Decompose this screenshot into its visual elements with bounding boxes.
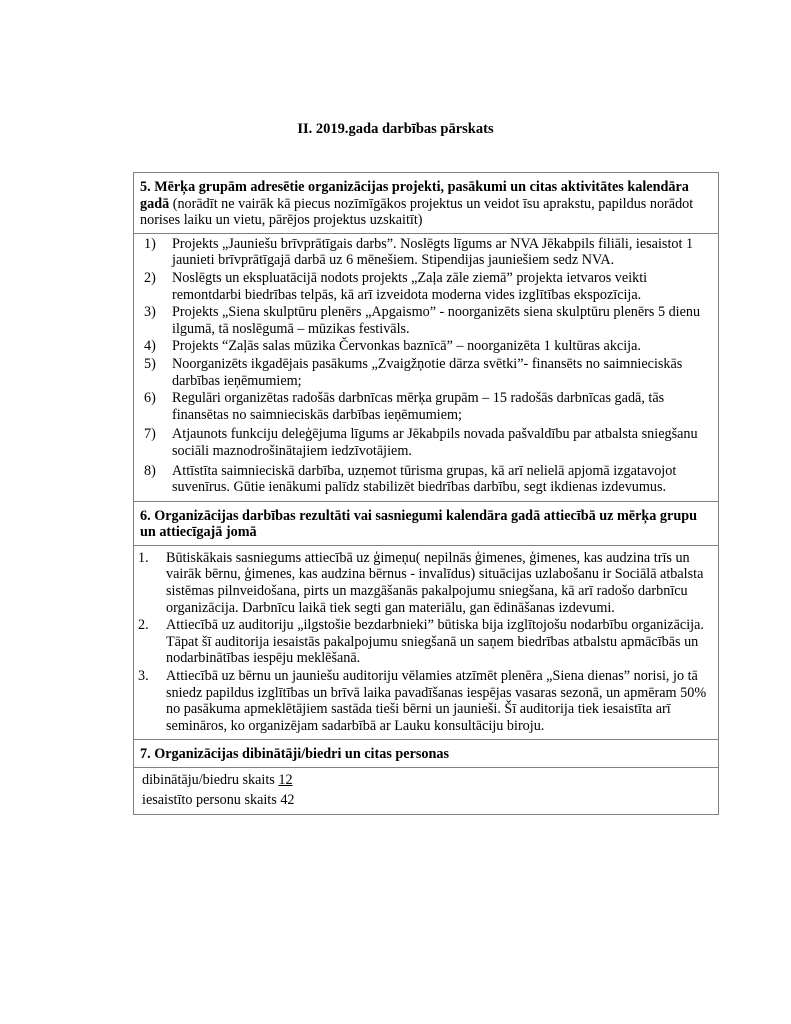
list-item (144, 304, 714, 337)
list-item-text: Projekts „Siena skulptūru plenērs „Apgaismo” - noorganizēts siena skulptūru plenērs 5 dienu ilgumā, tā noslēgumā – mūzikas festivāls. (172, 304, 701, 337)
list-item-text: Attiecībā uz auditoriju „ilgstošie bezdarbnieki” būtiska bija izglītojošu nodarbību organizācija. Tāpat šī auditorija iesaistās pakalpojumu sniegšanā un saņem biedrības atbalstu apmācībās un nodarbinātības iespēju meklēšanā. (166, 617, 704, 667)
section-5-heading-bold: 5. Mērķa grupām adresētie organizācijas projekti, pasākumi un citas aktivitātes kalendāra gadā (140, 179, 689, 212)
list-item-text: Projekts „Jauniešu brīvprātīgais darbs”. Noslēgts līgums ar NVA Jēkabpils filiāli, iesaistot 1 jaunieti brīvprātīgajā darbā uz 6 mēnešiem. Stipendijas jauniešiem sedz NVA. (172, 235, 694, 269)
report-table (133, 172, 719, 815)
list-item (144, 338, 714, 355)
list-item (138, 617, 714, 667)
list-item (144, 269, 714, 303)
list-item-text: Noorganizēts ikgadējais pasākums „Zvaigžņotie dārza svētki”- finansēts no saimnieciskās darbības ieņēmumiem; (172, 355, 683, 389)
persons-count-line (142, 792, 714, 812)
list-item-number: 8) (144, 462, 156, 479)
section-6-list (134, 545, 718, 740)
persons-count-value: 42 (280, 792, 295, 808)
list-item-text: Attīstīta saimnieciskā darbība, uzņemot tūrisma grupas, kā arī nelielā apjomā izgatavojot suvenīrus. Gūtie ienākumi palīdz stabilizēt biedrības darbību, segt ikdienas izdevumus. (172, 462, 677, 496)
list-item-text: Atjaunots funkciju deleģējuma līgums ar Jēkabpils novada pašvaldību par atbalsta sniegšanu sociāli maznodrošinātajiem iedzīvotājiem. (172, 426, 698, 459)
list-item (144, 426, 714, 459)
section-6-heading-text: 6. Organizācijas darbības rezultāti vai sasniegumi kalendāra gadā attiecībā uz mērķa grupu un attiecīgajā jomā (140, 507, 697, 541)
page-title: II. 2019.gada darbības pārskats (297, 121, 494, 137)
list-item-number: 3) (144, 304, 156, 321)
section-5-heading (134, 173, 718, 233)
list-item-number: 1) (144, 235, 156, 252)
list-item-number: 7) (144, 426, 156, 443)
section-5-list (134, 233, 718, 501)
list-item (144, 462, 714, 496)
list-item-number: 5) (144, 355, 156, 372)
list-item (144, 355, 714, 389)
list-item-number: 2) (144, 269, 156, 286)
list-item-text: Būtiskākais sasniegums attiecībā uz ģimeņu( nepilnās ģimenes, ģimenes, kas audzina trīs un vairāk bērnu, ģimenes, kas audzina bērnus - invalīdus) situācijas uzlabošanu ir Sociālā atbalsta sistēmas pilnveidošana, pirts un mazgāšanās pakalpojumu sniegšana, kā arī radošo darbnīcu organizācija. Darbnīcu laikā tiek segti gan materiālu, gan ēdināšanas izdevumi. (166, 549, 704, 616)
list-item (144, 390, 714, 423)
section-7-heading-text: 7. Organizācijas dibinātāji/biedri un citas personas (140, 746, 449, 763)
founders-count-line (142, 772, 714, 792)
founders-count-label: dibinātāju/biedru skaits (142, 772, 279, 788)
list-item-number: 6) (144, 390, 156, 407)
section-7-body (134, 767, 718, 814)
list-item-number: 1. (138, 549, 149, 566)
list-item (138, 668, 714, 734)
list-item-number: 3. (138, 668, 149, 685)
list-item-text: Attiecībā uz bērnu un jauniešu auditoriju vēlamies atzīmēt plenēra „Siena dienas” norisi, jo tā sniedz papildus izglītības un brīvā laika pavadīšanas iespējas vasaras sezonā, un apmēram 50% no pasākuma apmeklētājiem sastāda tieši bērni un jaunieši. Šī auditorija tiek iesaistīta arī semināros, ko organizējam sadarbībā ar Lauku konsultāciju biroju. (166, 668, 707, 734)
list-item-text: Regulāri organizētas radošās darbnīcas mērķa grupām – 15 radošās darbnīcas gadā, tās finansētas no saimnieciskās darbības ieņēmumiem; (172, 390, 665, 423)
persons-count-label: iesaistīto personu skaits (142, 792, 281, 808)
list-item-text: Noslēgts un ekspluatācijā nodots projekts „Zaļa zāle ziemā” projekta ietvaros veikti remontdarbi biedrības telpās, kā arī izveidota moderna vides izglītības ekspozīcija. (172, 269, 648, 303)
founders-count-value: 12 (278, 772, 293, 788)
section-6-heading (134, 501, 718, 545)
list-item (138, 549, 714, 616)
list-item (144, 235, 714, 269)
section-5-heading-note: (norādīt ne vairāk kā piecus nozīmīgākos projektus un veidot īsu aprakstu, papildus norādot norises laiku un vietu, pārējos projektus uzskaitīt) (140, 195, 694, 229)
section-7-heading (134, 739, 718, 767)
list-item-number: 2. (138, 617, 149, 634)
list-item-text: Projekts “Zaļās salas mūzika Červonkas baznīcā” – noorganizēta 1 kultūras akcija. (172, 338, 641, 355)
list-item-number: 4) (144, 338, 156, 355)
